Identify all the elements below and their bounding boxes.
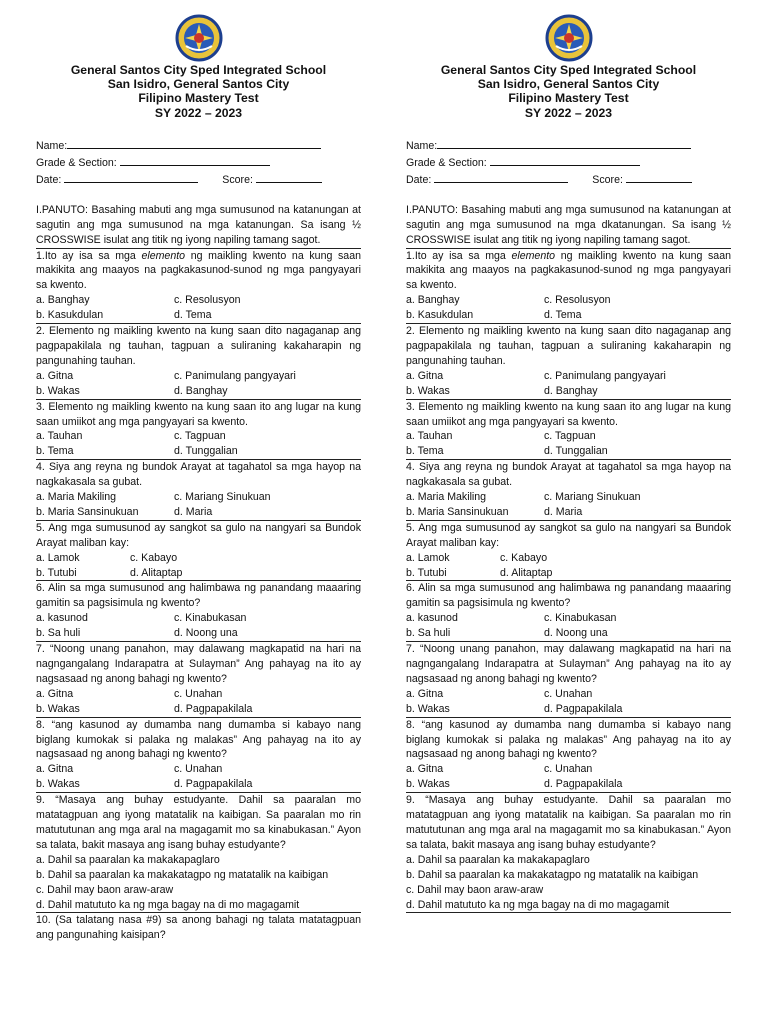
student-info [36,137,361,188]
question-5: 5. Ang mga sumusunod ay sangkot sa gulo na nangyari sa Bundok Arayat maliban kay: [406,521,731,549]
school-year: SY 2022 – 2023 [154,105,243,120]
question-9: 9. “Masaya ang buhay estudyante. Dahil sa paaralan mo matatagpuan ang iyong matatalik na kaibigan. Sa paaralan mo rin matututunan ang mga aral na magagamit mo sa kinabukasan.” Ayon sa talata, bakit masaya ang isang buhay estudyante? [36,794,361,851]
school-header [36,63,361,120]
choices-2: a. Gitna c. Panimulang pangyayari b. Wakas d. Banghay [36,369,361,400]
grade-field[interactable] [490,154,640,166]
choices-4: a. Maria Makiling c. Mariang Sinukuan b. Maria Sansinukuan d. Maria [406,490,731,521]
choices-5: a. Lamok c. Kabayo b. Tutubi d. Alitaptap [36,551,361,582]
choices-4: a. Maria Makiling c. Mariang Sinukuan b. Maria Sansinukuan d. Maria [36,490,361,521]
question-1: 1.Ito ay isa sa mga elemento ng maikling kwento na kung saan makikita ang maayos na pagkakasunod-sunod ng mga pangyayari sa kwento. [36,249,361,292]
question-6: 6. Alin sa mga sumusunod ang halimbawa ng panandang maaaring gamitin sa pagsisimula ng kwento? [406,582,731,610]
choices-9: a. Dahil sa paaralan ka makakapaglaro b. Dahil sa paaralan ka makakatagpo ng matatalik na kaibigan c. Dahil may baon araw-araw d. Dahil matututo ka ng mga bagay na di mo magagamit [406,853,731,914]
choices-7: a. Gitna c. Unahan b. Wakas d. Pagpapakilala [36,687,361,718]
question-7: 7. “Noong unang panahon, may dalawang magkapatid na hari na nagngangalang Indarapatra at Sulayman” Ang pahayag na ito ay nagsasaad ng anong bahagi ng kwento? [36,643,361,685]
date-field[interactable] [64,171,198,183]
school-seal-icon [174,14,224,62]
choices-1: a. Banghay c. Resolusyon b. Kasukdulan d. Tema [406,293,731,324]
school-header [406,63,731,120]
school-address: San Isidro, General Santos City [107,77,290,92]
school-year: SY 2022 – 2023 [524,105,613,120]
name-label: Name: [36,139,68,152]
choices-7: a. Gitna c. Unahan b. Wakas d. Pagpapakilala [406,687,731,718]
grade-field[interactable] [120,154,270,166]
date-field[interactable] [434,171,568,183]
grade-label: Grade & Section: [36,156,117,169]
question-8: 8. “ang kasunod ay dumamba nang dumamba si kabayo nang biglang kumokak si palaka ng malakas” Ang pahayag na ito ay nagsasaad ng anong bahagi ng kwento? [406,718,731,761]
question-4: 4. Siya ang reyna ng bundok Arayat at tagahatol sa mga hayop na nagkakasala sa gubat. [36,461,361,489]
name-field[interactable] [437,137,691,149]
school-address: San Isidro, General Santos City [477,77,660,92]
choices-8: a. Gitna c. Unahan b. Wakas d. Pagpapakilala [406,762,731,793]
question-10: 10. (Sa talatang nasa #9) sa anong bahagi ng talata matatagpuan ang pangunahing kaisipan? [36,914,361,942]
score-field[interactable] [626,171,692,183]
question-8: 8. “ang kasunod ay dumamba nang dumamba si kabayo nang biglang kumokak si palaka ng malakas” Ang pahayag na ito ay nagsasaad ng anong bahagi ng kwento? [36,718,361,761]
school-seal-icon [544,14,594,62]
student-info [406,137,731,188]
choices-9: a. Dahil sa paaralan ka makakapaglaro b. Dahil sa paaralan ka makakatagpo ng matatalik na kaibigan c. Dahil may baon araw-araw d. Dahil matututo ka ng mga bagay na di mo magagamit [36,853,361,914]
left-test-sheet [36,14,361,943]
school-name: General Santos City Sped Integrated School [440,63,697,77]
question-4: 4. Siya ang reyna ng bundok Arayat at tagahatol sa mga hayop na nagkakasala sa gubat. [406,461,731,489]
instructions: I.PANUTO: Basahing mabuti ang mga sumusunod na katanungan at sagutin ang mga sumusunod na mga dkatanungan. Sa isang ½ CROSSWISE isulat ang titik ng iyong napiling tamang sagot. [406,203,731,249]
choices-8: a. Gitna c. Unahan b. Wakas d. Pagpapakilala [36,762,361,793]
question-1: 1.Ito ay isa sa mga elemento ng maikling kwento na kung saan makikita ang maayos na pagkakasunod-sunod ng mga pangyayari sa kwento. [406,249,731,292]
choices-6: a. kasunod c. Kinabukasan b. Sa huli d. Noong una [406,611,731,642]
choices-1: a. Banghay c. Resolusyon b. Kasukdulan d. Tema [36,293,361,324]
test-title: Filipino Mastery Test [508,91,629,106]
date-label: Date: [406,173,432,186]
name-label: Name: [406,139,438,152]
school-name: General Santos City Sped Integrated School [70,63,327,77]
question-3: 3. Elemento ng maikling kwento na kung saan ito ang lugar na kung saan umiikot ang mga pangyayari sa kwento. [406,400,731,428]
score-label: Score: [222,173,253,186]
name-field[interactable] [67,137,321,149]
question-2: 2. Elemento ng maikling kwento na kung saan dito nagaganap ang pagpapakilala ng tauhan, tagpuan a suliraning kakaharapin ng pangunahing tauhan. [36,325,361,367]
question-7: 7. “Noong unang panahon, may dalawang magkapatid na hari na nagngangalang Indarapatra at Sulayman” Ang pahayag na ito ay nagsasaad ng anong bahagi ng kwento? [406,643,731,685]
question-5: 5. Ang mga sumusunod ay sangkot sa gulo na nangyari sa Bundok Arayat maliban kay: [36,521,361,549]
date-label: Date: [36,173,62,186]
score-label: Score: [592,173,623,186]
instructions: I.PANUTO: Basahing mabuti ang mga sumusunod na katanungan at sagutin ang mga sumusunod na mga katanungan. Sa isang ½ CROSSWISE isulat ang titik ng iyong napiling tamang sagot. [36,203,361,249]
choices-6: a. kasunod c. Kinabukasan b. Sa huli d. Noong una [36,611,361,642]
choices-3: a. Tauhan c. Tagpuan b. Tema d. Tunggalian [36,429,361,460]
right-test-sheet [406,14,731,913]
test-title: Filipino Mastery Test [138,91,259,106]
choices-2: a. Gitna c. Panimulang pangyayari b. Wakas d. Banghay [406,369,731,400]
score-field[interactable] [256,171,322,183]
question-2: 2. Elemento ng maikling kwento na kung saan dito nagaganap ang pagpapakilala ng tauhan, tagpuan a suliraning kakaharapin ng pangunahing tauhan. [406,325,731,367]
choices-3: a. Tauhan c. Tagpuan b. Tema d. Tunggalian [406,429,731,460]
question-9: 9. “Masaya ang buhay estudyante. Dahil sa paaralan mo matatagpuan ang iyong matatalik na kaibigan. Sa paaralan mo rin matututunan ang mga aral na magagamit mo sa kinabukasan.” Ayon sa talata, bakit masaya ang isang buhay estudyante? [406,794,731,851]
question-3: 3. Elemento ng maikling kwento na kung saan ito ang lugar na kung saan umiikot ang mga pangyayari sa kwento. [36,400,361,428]
choices-5: a. Lamok c. Kabayo b. Tutubi d. Alitaptap [406,551,731,582]
question-6: 6. Alin sa mga sumusunod ang halimbawa ng panandang maaaring gamitin sa pagsisimula ng kwento? [36,582,361,610]
grade-label: Grade & Section: [406,156,487,169]
